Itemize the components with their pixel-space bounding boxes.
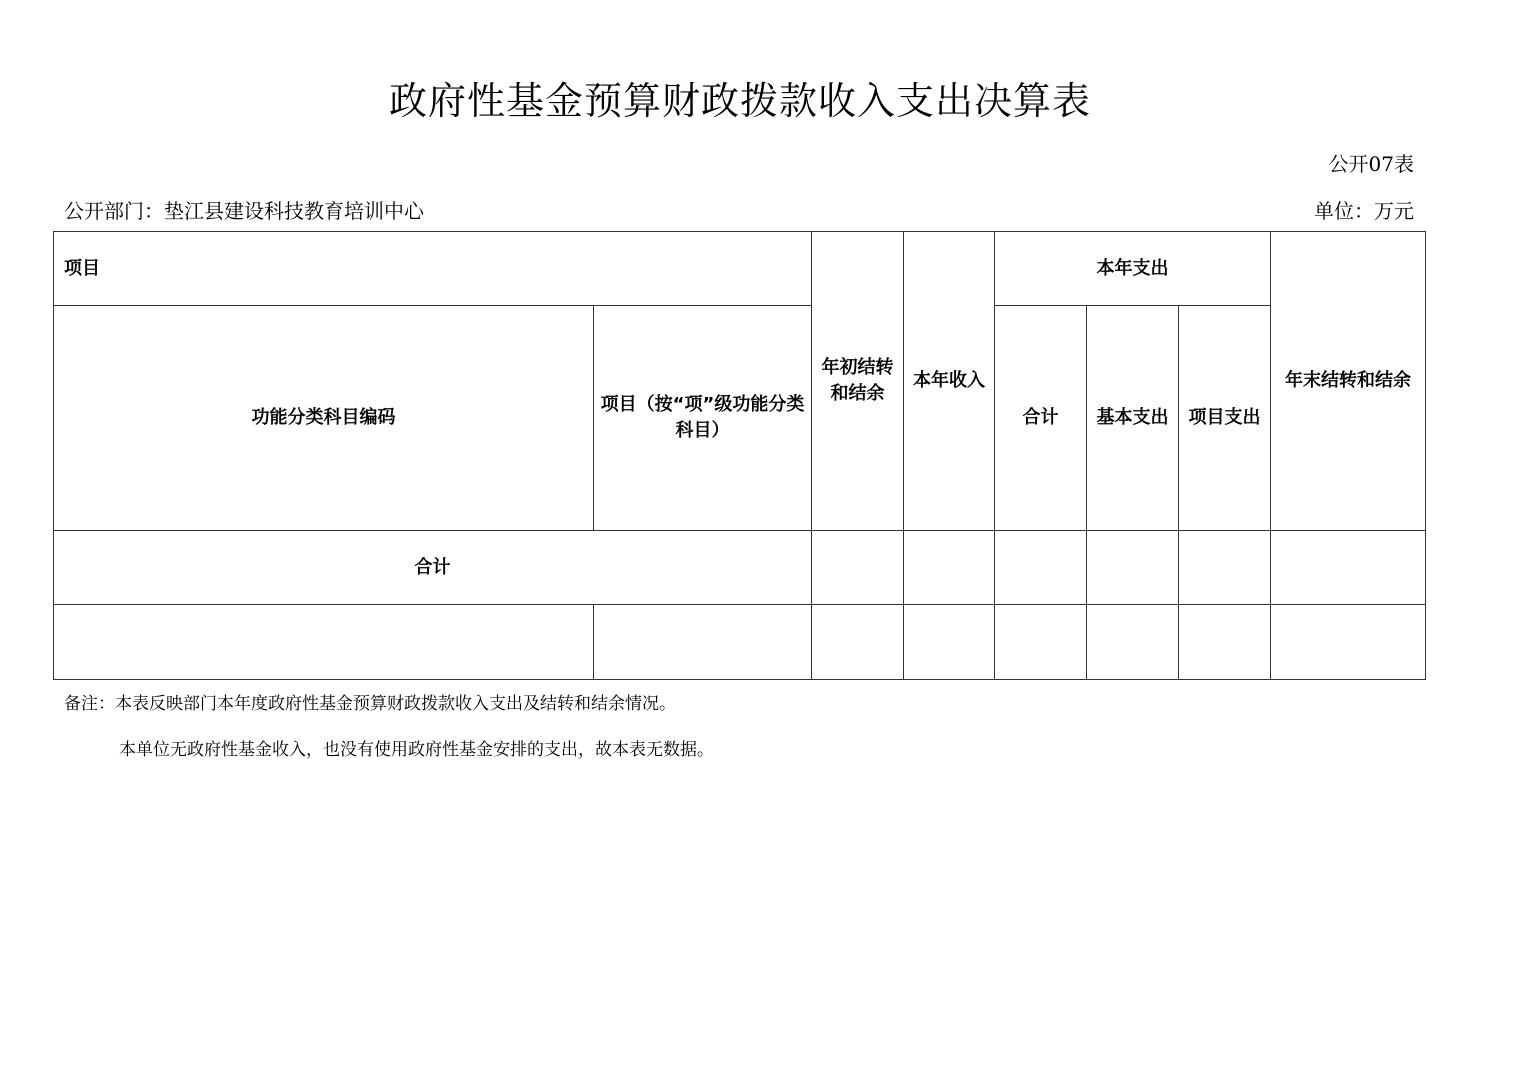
note-no-data: 本单位无政府性基金收入，也没有使用政府性基金安排的支出，故本表无数据。 [119, 740, 714, 760]
row-begin-balance [812, 605, 904, 680]
header-project-expense: 项目支出 [1179, 306, 1271, 531]
header-project-item: 项目（按“项”级功能分类科目） [594, 306, 812, 531]
row-expense-total [995, 605, 1087, 680]
header-expense: 本年支出 [995, 232, 1271, 306]
row-project-item [594, 605, 812, 680]
header-func-code: 功能分类科目编码 [54, 306, 594, 531]
total-label: 合计 [54, 531, 812, 605]
table-row [54, 605, 1426, 680]
header-income: 本年收入 [904, 232, 995, 531]
total-project-expense [1179, 531, 1271, 605]
total-begin-balance [812, 531, 904, 605]
unit-label: 单位：万元 [1314, 199, 1414, 223]
row-basic-expense [1087, 605, 1179, 680]
page-title: 政府性基金预算财政拨款收入支出决算表 [388, 79, 1091, 123]
table-number: 公开07表 [1328, 152, 1414, 176]
header-expense-total: 合计 [995, 306, 1087, 531]
row-end-balance [1271, 605, 1426, 680]
header-row-2 [54, 306, 1426, 531]
header-end-balance: 年末结转和结余 [1271, 232, 1426, 531]
total-basic-expense [1087, 531, 1179, 605]
department-label: 公开部门：垫江县建设科技教育培训中心 [64, 199, 424, 223]
notes [64, 692, 714, 784]
total-income [904, 531, 995, 605]
note-remark: 备注：本表反映部门本年度政府性基金预算财政拨款收入支出及结转和结余情况。 [64, 694, 676, 714]
header-project: 项目 [54, 232, 812, 306]
header-basic-expense: 基本支出 [1087, 306, 1179, 531]
row-income [904, 605, 995, 680]
total-end-balance [1271, 531, 1426, 605]
total-row [54, 531, 1426, 605]
header-begin-balance: 年初结转和结余 [812, 232, 904, 531]
row-func-code [54, 605, 594, 680]
total-expense [995, 531, 1087, 605]
header-row-1 [54, 232, 1426, 306]
row-project-expense [1179, 605, 1271, 680]
budget-table [53, 231, 1426, 680]
